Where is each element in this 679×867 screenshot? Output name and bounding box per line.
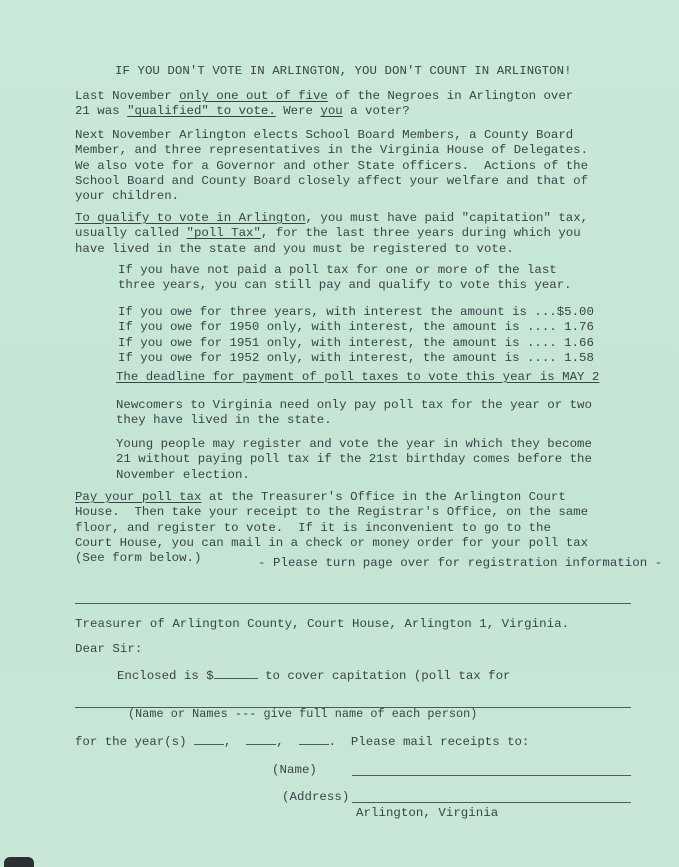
- paragraph-qualify: To qualify to vote in Arlington, you must have paid "capitation" tax, usually called "poll Tax", for the last three years during which you have lived in the state and you must be registered to vote.: [75, 211, 589, 256]
- form-enclosed-line: Enclosed is $ to cover capitation (poll tax for: [117, 669, 511, 683]
- form-address-label: (Address): [282, 790, 350, 804]
- form-name-label: (Name): [272, 763, 317, 777]
- fee-row: If you owe for 1952 only, with interest, the amount is .... 1.58: [118, 350, 594, 365]
- paragraph-elections: Next November Arlington elects School Board Members, a County Board Member, and three representatives in the Virginia House of Delegates. We also vote for a Governor and other State officers. Actions of the School Board and County Board closely affect your welfare and that of your children.: [75, 128, 589, 204]
- paragraph-young-people: Young people may register and vote the year in which they become 21 without paying poll tax if the 21st birthday comes before the November election.: [116, 437, 592, 482]
- cut-line: [75, 603, 631, 604]
- fee-schedule: [118, 305, 594, 366]
- scan-corner-mark: [4, 857, 34, 867]
- paragraph-pay-instructions: Pay your poll tax at the Treasurer's Office in the Arlington Court House. Then take your receipt to the Registrar's Office, on the same floor, and register to vote. If it is inconvenient to go to the Court House, you can mail in a check or money order for your poll tax (See form below.): [75, 490, 589, 566]
- paragraph-turnout: Last November only one out of five of the Negroes in Arlington over 21 was "qualified" to vote. Were you a voter?: [75, 89, 574, 119]
- fee-row: If you owe for three years, with interest the amount is ...$5.00: [118, 305, 594, 319]
- turn-page-note: - Please turn page over for registration information -: [258, 556, 663, 570]
- form-salutation: Dear Sir:: [75, 642, 143, 656]
- fee-row: If you owe for 1950 only, with interest, the amount is .... 1.76: [118, 320, 594, 335]
- amount-blank[interactable]: [214, 667, 258, 679]
- deadline-notice: The deadline for payment of poll taxes to vote this year is MAY 2: [116, 370, 600, 384]
- form-city: Arlington, Virginia: [356, 806, 499, 820]
- name-blank-line[interactable]: [352, 775, 631, 776]
- year-blank-2[interactable]: [246, 733, 276, 745]
- leaflet-heading: IF YOU DON'T VOTE IN ARLINGTON, YOU DON'T COUNT IN ARLINGTON!: [115, 64, 572, 78]
- paragraph-newcomers: Newcomers to Virginia need only pay poll tax for the year or two they have lived in the state.: [116, 398, 592, 428]
- fee-row: If you owe for 1951 only, with interest, the amount is .... 1.66: [118, 335, 594, 350]
- year-blank-1[interactable]: [194, 733, 224, 745]
- address-blank-line[interactable]: [352, 802, 631, 803]
- year-blank-3[interactable]: [299, 733, 329, 745]
- paragraph-can-still-pay: If you have not paid a poll tax for one or more of the last three years, you can still pay and qualify to vote this year.: [118, 263, 572, 293]
- form-year-line: for the year(s) , , . Please mail receipts to:: [75, 735, 530, 749]
- form-treasurer-address: Treasurer of Arlington County, Court House, Arlington 1, Virginia.: [75, 617, 570, 631]
- form-names-hint: (Name or Names --- give full name of each person): [128, 707, 478, 721]
